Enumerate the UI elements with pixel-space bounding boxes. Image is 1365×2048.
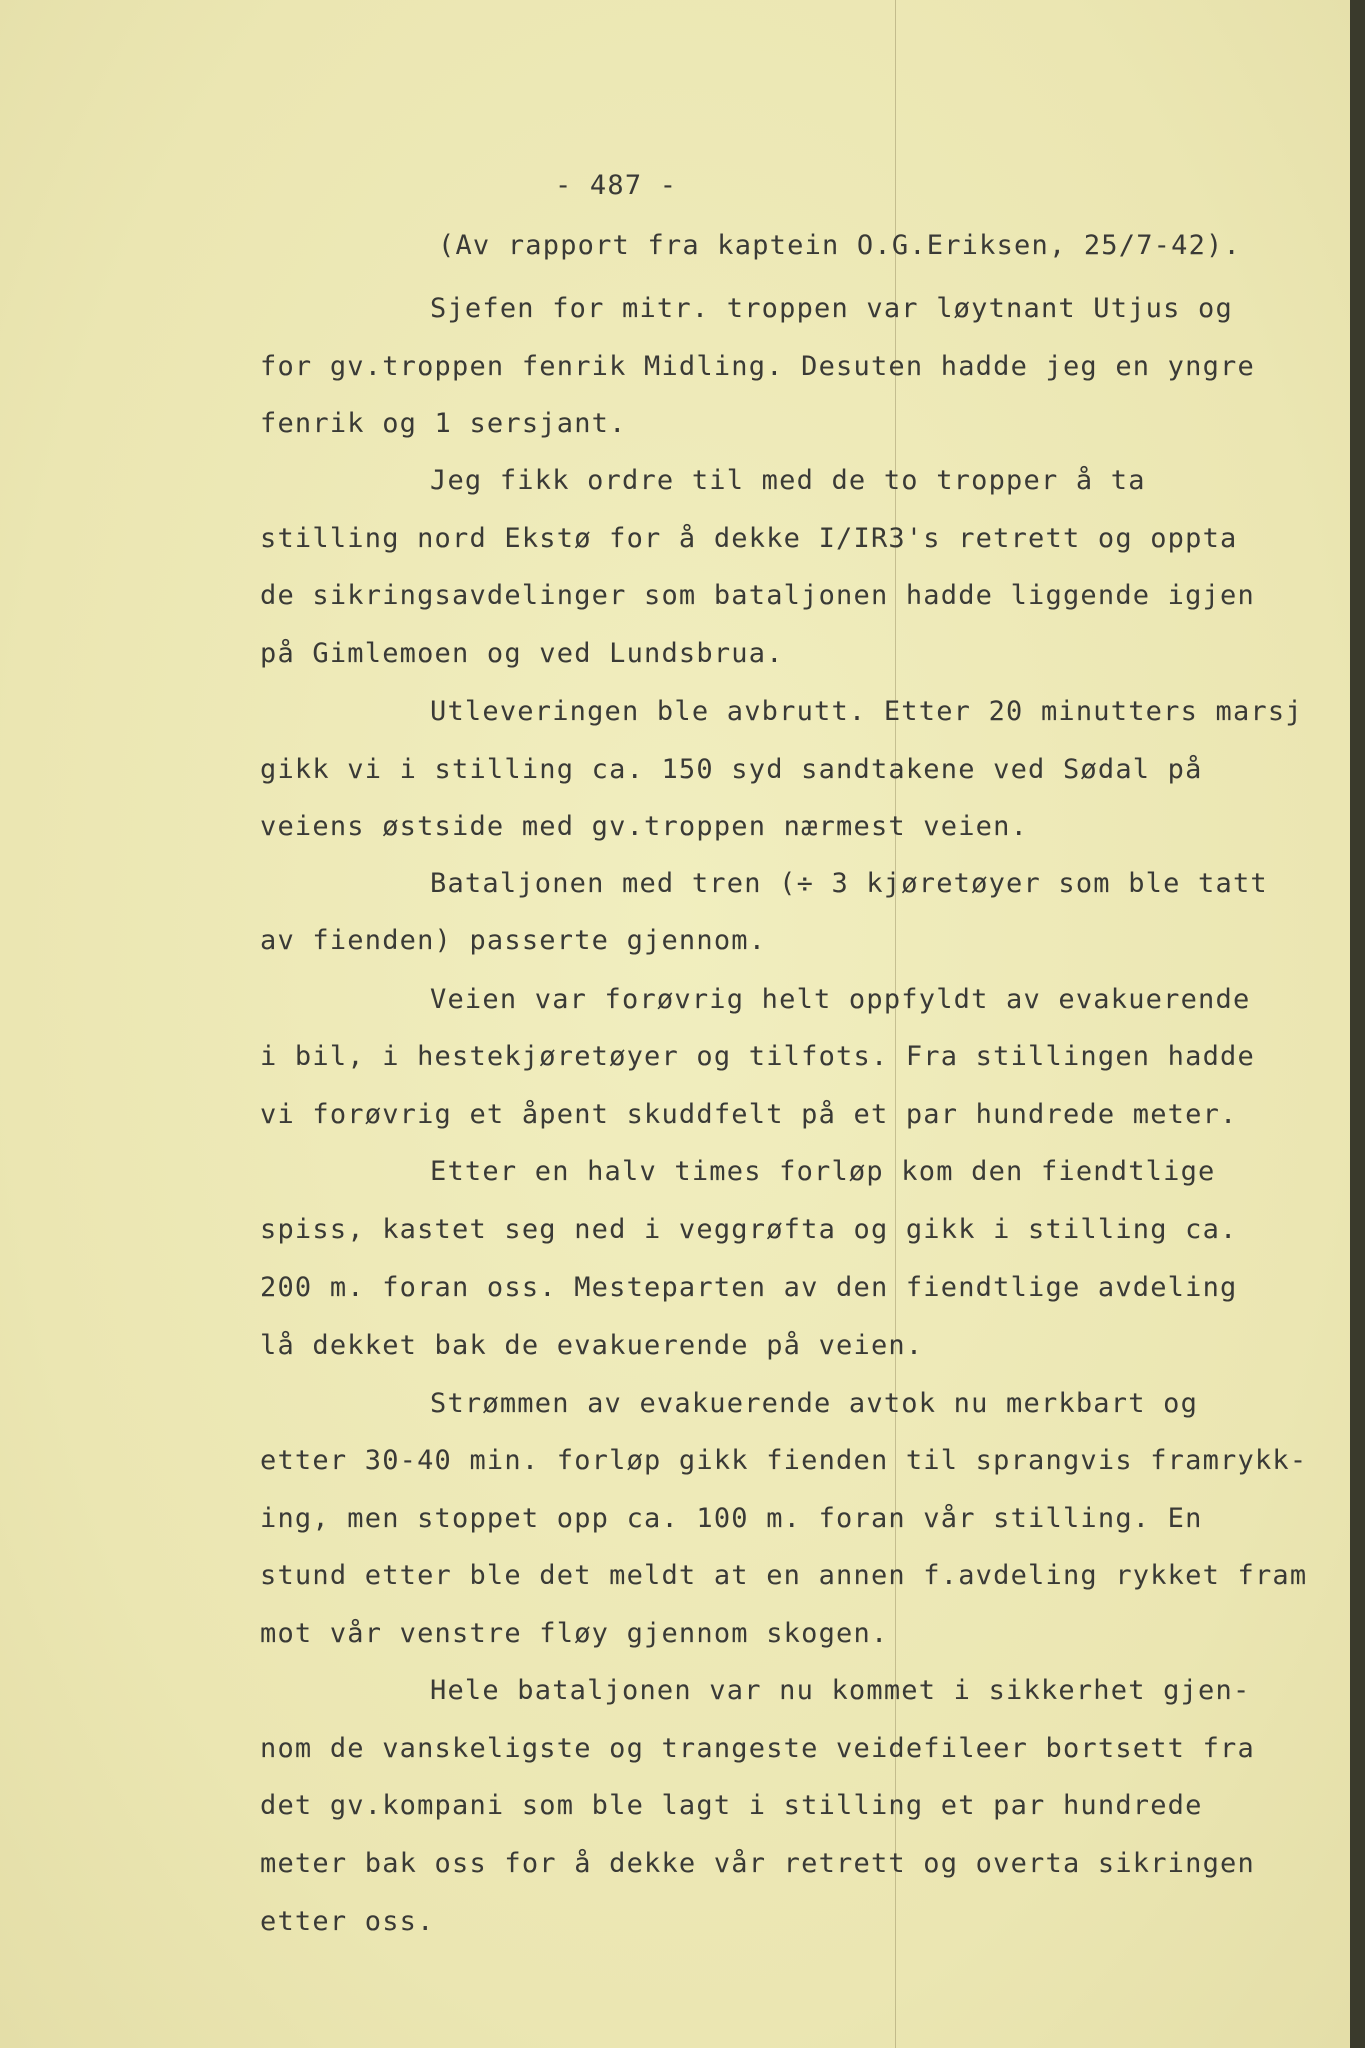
text-line: gikk vi i stilling ca. 150 syd sandtakene ved Sødal på bbox=[260, 754, 1203, 785]
text-line: Bataljonen med tren (÷ 3 kjøretøyer som ble tatt bbox=[430, 868, 1268, 899]
text-line: av fienden) passerte gjennom. bbox=[260, 925, 767, 956]
text-line: meter bak oss for å dekke vår retrett og overta sikringen bbox=[260, 1848, 1255, 1879]
text-line: de sikringsavdelinger som bataljonen hadde liggende igjen bbox=[260, 580, 1255, 611]
text-line: Jeg fikk ordre til med de to tropper å ta bbox=[430, 465, 1146, 496]
text-line: fenrik og 1 sersjant. bbox=[260, 408, 627, 439]
text-line: Hele bataljonen var nu kommet i sikkerhet gjen- bbox=[430, 1675, 1251, 1706]
text-line: i bil, i hestekjøretøyer og tilfots. Fra stillingen hadde bbox=[260, 1041, 1255, 1072]
text-line: Veien var forøvrig helt oppfyldt av evakuerende bbox=[430, 984, 1251, 1015]
text-line: stund etter ble det meldt at en annen f.avdeling rykket fram bbox=[260, 1560, 1308, 1591]
text-line: mot vår venstre fløy gjennom skogen. bbox=[260, 1618, 889, 1649]
scan-border bbox=[1350, 0, 1365, 2048]
text-line: Sjefen for mitr. troppen var løytnant Utjus og bbox=[430, 293, 1233, 324]
text-line: etter 30-40 min. forløp gikk fienden til sprangvis framrykk- bbox=[260, 1445, 1308, 1476]
text-line: på Gimlemoen og ved Lundsbrua. bbox=[260, 638, 784, 669]
text-line: (Av rapport fra kaptein O.G.Eriksen, 25/7-42). bbox=[438, 230, 1241, 261]
text-line: Utleveringen ble avbrutt. Etter 20 minutters marsj bbox=[430, 696, 1303, 727]
text-line: for gv.troppen fenrik Midling. Desuten hadde jeg en yngre bbox=[260, 351, 1255, 382]
text-line: spiss, kastet seg ned i veggrøfta og gikk i stilling ca. bbox=[260, 1214, 1238, 1245]
text-line: veiens østside med gv.troppen nærmest veien. bbox=[260, 811, 1029, 842]
text-line: nom de vanskeligste og trangeste veidefileer bortsett fra bbox=[260, 1733, 1255, 1764]
text-line: Strømmen av evakuerende avtok nu merkbart og bbox=[430, 1388, 1199, 1419]
text-line: 200 m. foran oss. Mesteparten av den fiendtlige avdeling bbox=[260, 1272, 1238, 1303]
text-line: ing, men stoppet opp ca. 100 m. foran vår stilling. En bbox=[260, 1503, 1203, 1534]
page-number: - 487 - bbox=[555, 170, 678, 201]
text-line: etter oss. bbox=[260, 1906, 435, 1937]
text-line: det gv.kompani som ble lagt i stilling et par hundrede bbox=[260, 1790, 1203, 1821]
text-line: stilling nord Ekstø for å dekke I/IR3's retrett og oppta bbox=[260, 523, 1238, 554]
text-line: vi forøvrig et åpent skuddfelt på et par hundrede meter. bbox=[260, 1099, 1238, 1130]
text-line: lå dekket bak de evakuerende på veien. bbox=[260, 1330, 924, 1361]
text-line: Etter en halv times forløp kom den fiendtlige bbox=[430, 1156, 1216, 1187]
